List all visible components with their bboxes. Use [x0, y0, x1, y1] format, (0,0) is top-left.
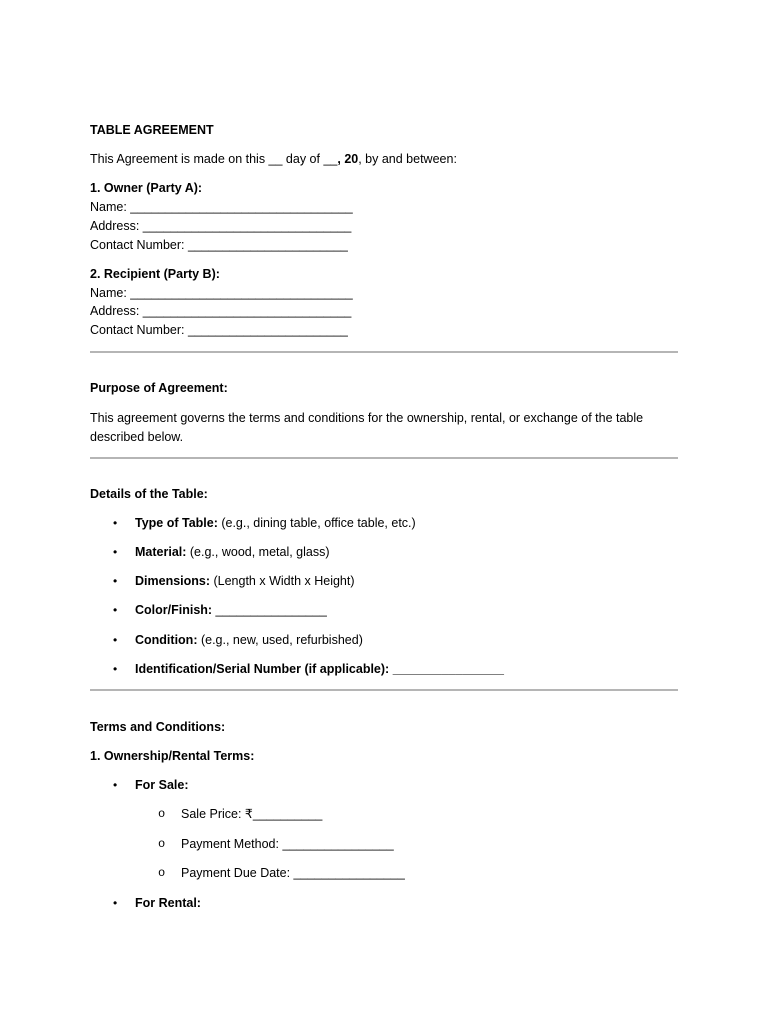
recipient-address-field: Address: ______________________________: [90, 304, 352, 318]
detail-label: Condition:: [135, 633, 198, 647]
detail-value: (e.g., wood, metal, glass): [186, 545, 330, 559]
intro-line: [90, 150, 457, 169]
intro-year: 20: [344, 152, 359, 166]
owner-name-field: Name: ________________________________: [90, 200, 353, 214]
intro-pre: This Agreement is made on this __ day of __: [90, 152, 338, 166]
detail-value: ________________: [389, 662, 504, 676]
sub-bullet-icon: o: [158, 807, 166, 821]
bullet-icon: •: [113, 574, 118, 588]
intro-post: , by and between:: [358, 152, 457, 166]
document-title: TABLE AGREEMENT: [90, 123, 214, 137]
divider: [90, 457, 678, 459]
detail-item: [135, 514, 416, 533]
detail-label: Dimensions:: [135, 574, 211, 588]
bullet-icon: •: [113, 516, 118, 530]
for-sale-label: For Sale:: [135, 778, 189, 792]
detail-item: [135, 601, 327, 620]
detail-label: Material:: [135, 545, 187, 559]
intro-comma: ,: [337, 152, 345, 166]
owner-heading: 1. Owner (Party A):: [90, 181, 203, 195]
detail-label: Identification/Serial Number (if applicable):: [135, 662, 390, 676]
bullet-icon: •: [113, 545, 118, 559]
bullet-icon: •: [113, 662, 118, 676]
purpose-heading: Purpose of Agreement:: [90, 381, 228, 395]
bullet-icon: •: [113, 896, 118, 910]
for-rental-label: For Rental:: [135, 896, 201, 910]
details-heading: Details of the Table:: [90, 487, 208, 501]
purpose-text: This agreement governs the terms and conditions for the ownership, rental, or exchange of the table described below.: [90, 411, 644, 444]
detail-value: (Length x Width x Height): [210, 574, 355, 588]
owner-address-field: Address: ______________________________: [90, 219, 352, 233]
sale-price-field: Sale Price: ₹__________: [181, 807, 323, 821]
detail-value: ________________: [212, 603, 327, 617]
owner-contact-field: Contact Number: _______________________: [90, 238, 348, 252]
bullet-icon: •: [113, 633, 118, 647]
detail-value: (e.g., dining table, office table, etc.): [217, 516, 416, 530]
detail-label: Type of Table:: [135, 516, 218, 530]
divider: [90, 351, 678, 353]
divider: [90, 689, 678, 691]
recipient-name-field: Name: ________________________________: [90, 286, 353, 300]
bullet-icon: •: [113, 603, 118, 617]
sub-bullet-icon: o: [158, 837, 166, 851]
detail-label: Color/Finish:: [135, 603, 213, 617]
bullet-icon: •: [113, 778, 118, 792]
detail-item: [135, 631, 363, 650]
payment-method-field: Payment Method: ________________: [181, 837, 394, 851]
recipient-heading: 2. Recipient (Party B):: [90, 267, 220, 281]
detail-item: [135, 572, 355, 591]
detail-item: [135, 660, 504, 679]
terms-heading: Terms and Conditions:: [90, 720, 226, 734]
ownership-rental-heading: 1. Ownership/Rental Terms:: [90, 749, 255, 763]
detail-item: [135, 543, 330, 562]
payment-due-date-field: Payment Due Date: ________________: [181, 866, 405, 880]
sub-bullet-icon: o: [158, 866, 166, 880]
recipient-contact-field: Contact Number: _______________________: [90, 323, 348, 337]
detail-value: (e.g., new, used, refurbished): [197, 633, 363, 647]
